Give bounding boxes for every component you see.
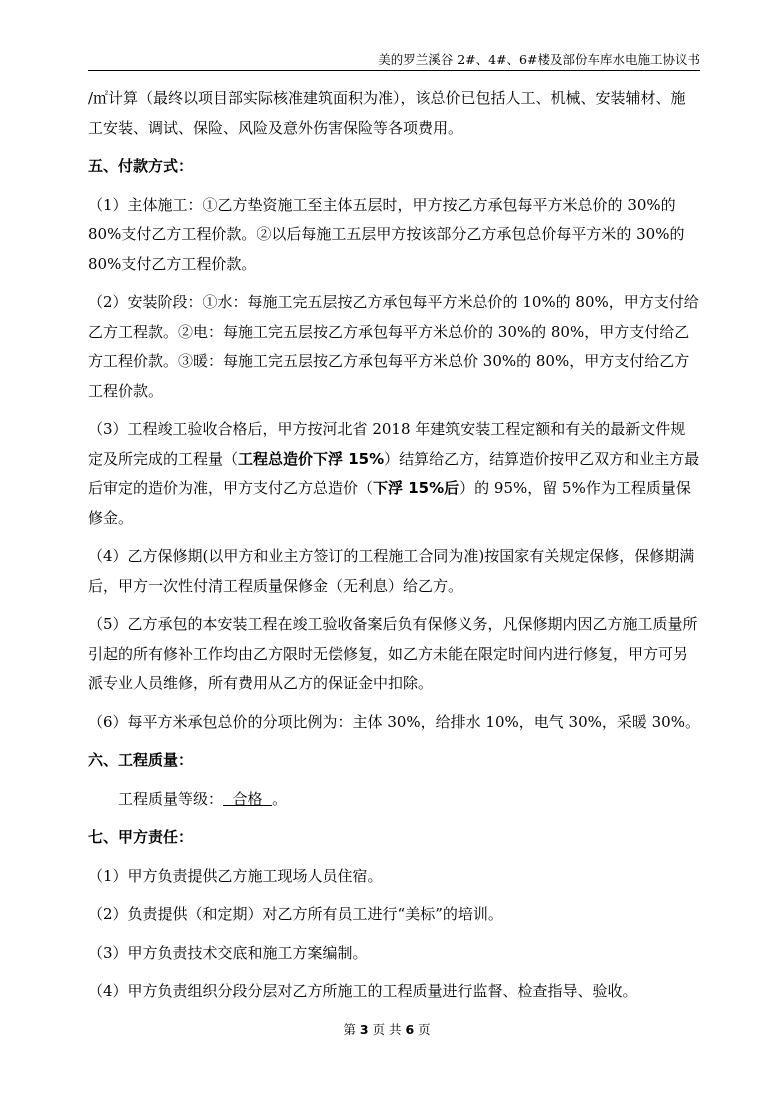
clause-3-bold-b: 下浮 15%后 xyxy=(373,479,460,497)
document-body xyxy=(88,84,700,1007)
payment-clause-4: （4）乙方保修期(以甲方和业主方签订的工程施工合同为准)按国家有关规定保修，保修期满后，甲方一次性付清工程质量保修金（无利息）给乙方。 xyxy=(88,547,695,595)
responsibility-item: （4）甲方负责组织分段分层对乙方所施工的工程质量进行监督、检查指导、验收。 xyxy=(88,982,638,1000)
responsibility-item: （3）甲方负责技术交底和施工方案编制。 xyxy=(88,943,368,962)
section-7-heading: 七、甲方责任： xyxy=(88,828,194,846)
quality-grade-value: 合格 xyxy=(223,789,273,808)
responsibility-item: （2）负责提供（和定期）对乙方所有员工进行“美标”的培训。 xyxy=(88,905,503,923)
quality-grade-end: 。 xyxy=(272,789,288,808)
quality-grade-label: 工程质量等级： xyxy=(118,789,224,808)
header-divider xyxy=(88,70,700,71)
clause-3-text-b: ）结算给乙方，结算造价按甲乙双方和业主方最后审定的造价为准，甲方支付乙方总造价（ xyxy=(88,449,700,497)
page-total: 6 xyxy=(405,1022,415,1037)
section-5-heading: 五、付款方式： xyxy=(88,157,194,175)
payment-clause-1: （1）主体施工：①乙方垫资施工至主体五层时，甲方按乙方承包每平方米总价的 30%的 80%支付乙方工程价款。②以后每施工五层甲方按该部分乙方承包总价每平方米的 30%的 80%支付乙方工程价款。 xyxy=(88,195,685,273)
payment-clause-6: （6）每平方米承包总价的分项比例为：主体 30%，给排水 10%，电气 30%，采暖 30%。 xyxy=(88,712,700,731)
footer-text: 第 xyxy=(343,1022,360,1037)
page-footer xyxy=(0,1020,774,1038)
intro-paragraph: /㎡计算（最终以项目部实际核准建筑面积为准），该总价已包括人工、机械、安装辅材、施工安装、调试、保险、风险及意外伤害保险等各项费用。 xyxy=(88,89,686,137)
payment-clause-2: （2）安装阶段：①水：每施工完五层按乙方承包每平方米总价的 10%的 80%，甲方支付给乙方工程款。②电：每施工完五层按乙方承包每平方米总价的 30%的 80%，甲方支付给乙方工程价款。③暖：每施工完五层按乙方承包每平方米总价 30%的 80%，甲方支付给乙方工程价款。 xyxy=(88,293,699,400)
footer-text: 页 共 xyxy=(368,1022,406,1037)
clause-3-text-a: （3）工程竣工验收合格后，甲方按河北省 2018 年建筑安装工程定额和有关的最新文件规定及所完成的工程量（ xyxy=(88,420,686,468)
responsibility-item: （1）甲方负责提供乙方施工现场人员住宿。 xyxy=(88,866,383,885)
quality-grade-line xyxy=(88,785,700,815)
payment-clause-3 xyxy=(88,415,700,533)
page-header: 美的罗兰溪谷 2#、4#、6#楼及部份车库水电施工协议书 xyxy=(378,52,700,67)
clause-3-bold-a: 工程总造价下浮 15% xyxy=(238,449,385,468)
clause-3-text-c: ）的 95%，留 5%作为工程质量保修金。 xyxy=(88,479,691,527)
payment-clause-5: （5）乙方承包的本安装工程在竣工验收备案后负有保修义务，凡保修期内因乙方施工质量所引起的所有修补工作均由乙方限时无偿修复，如乙方未能在限定时间内进行修复，甲方可另派专业人员维修，所有费用从乙方的保证金中扣除。 xyxy=(88,615,698,692)
section-6-heading: 六、工程质量： xyxy=(88,751,194,769)
page-number: 3 xyxy=(359,1022,369,1037)
footer-text: 页 xyxy=(414,1022,431,1037)
